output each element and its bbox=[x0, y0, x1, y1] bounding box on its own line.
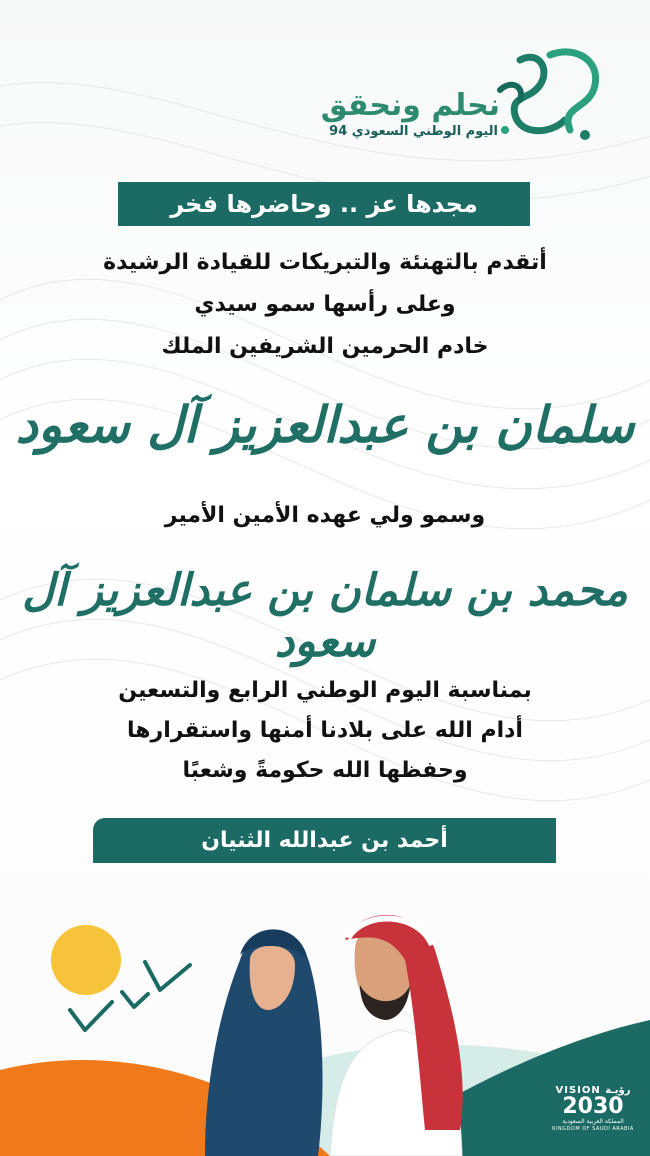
signature-text: أحمد بن عبدالله الثنيان bbox=[201, 828, 448, 853]
greeting-line-3: خادم الحرمين الشريفين الملك bbox=[161, 334, 489, 359]
closing-line-3: وحفظها الله حكومةً وشعبًا bbox=[182, 758, 468, 783]
bird-icon bbox=[145, 962, 190, 990]
closing-line-1: بمناسبة اليوم الوطني الرابع والتسعين bbox=[118, 678, 532, 703]
greeting-line-1: أتقدم بالتهنئة والتبريكات للقيادة الرشيدة bbox=[103, 250, 547, 275]
vision-arabic: المملكة العربية السعودية bbox=[562, 1118, 624, 1125]
vision-english: KINGDOM OF SAUDI ARABIA bbox=[552, 1126, 634, 1132]
headline-banner bbox=[118, 182, 530, 226]
crown-prince-intro: وسمو ولي عهده الأمين الأمير bbox=[164, 503, 486, 528]
logo-title: نحلم ونحقق bbox=[320, 88, 500, 123]
king-name-calligraphy: سلمان بن عبدالعزيز آل سعود bbox=[15, 395, 635, 454]
headline-text: مجدها عز .. وحاضرها فخر bbox=[170, 190, 478, 218]
national-day-logo-icon bbox=[480, 40, 620, 150]
crown-prince-name-calligraphy: محمد بن سلمان بن عبدالعزيز آل سعود bbox=[22, 565, 628, 667]
closing-line-2: أدام الله على بلادنا أمنها واستقرارها bbox=[127, 718, 523, 743]
bird-icon bbox=[70, 1002, 112, 1030]
bird-icon bbox=[122, 992, 148, 1007]
vision-year: 2030 bbox=[562, 1094, 624, 1119]
greeting-line-2: وعلى رأسها سمو سيدي bbox=[194, 292, 456, 317]
vision-title: VISION رؤيـة bbox=[555, 1085, 631, 1096]
vision-2030-logo bbox=[548, 1085, 638, 1149]
logo-subtitle: اليوم الوطني السعودي 94 bbox=[329, 124, 498, 139]
sun-icon bbox=[51, 925, 121, 995]
signature-banner bbox=[93, 818, 556, 863]
